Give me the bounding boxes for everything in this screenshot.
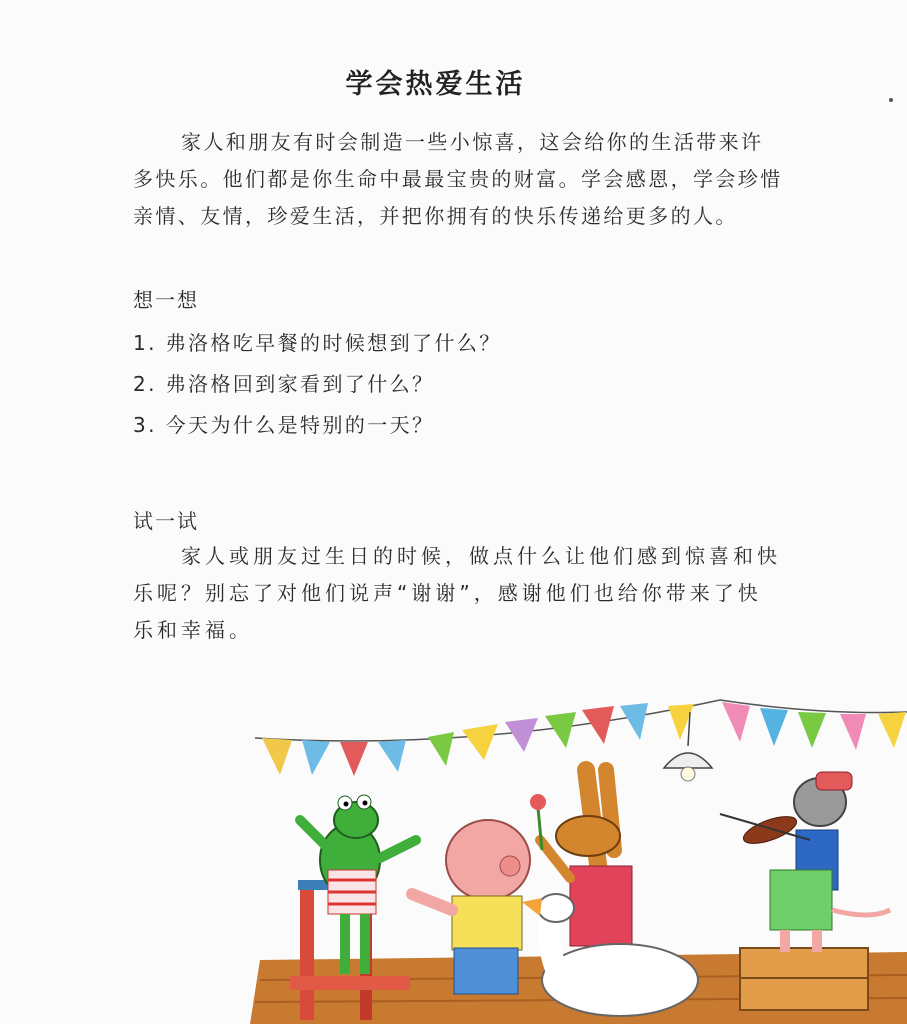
frog-character (290, 795, 416, 1020)
question-1: 1. 弗洛格吃早餐的时候想到了什么？ (133, 331, 502, 355)
intro-paragraph (133, 124, 783, 235)
try-text: 家人或朋友过生日的时候，做点什么让他们感到惊喜和快乐呢？别忘了对他们说声“谢谢”，感谢他们也给你带来了快乐和幸福。 (133, 544, 781, 642)
rat-character (720, 772, 890, 1010)
question-3: 3. 今天为什么是特别的一天？ (133, 413, 435, 437)
think-heading: 想一想 (133, 288, 199, 312)
try-heading: 试一试 (133, 509, 199, 533)
hanging-lamp (664, 712, 712, 781)
try-paragraph (133, 538, 783, 649)
question-2: 2. 弗洛格回到家看到了什么？ (133, 372, 435, 396)
page-title: 学会热爱生活 (345, 69, 526, 100)
party-illustration (0, 690, 907, 1024)
intro-text: 家人和朋友有时会制造一些小惊喜，这会给你的生活带来许多快乐。他们都是你生命中最最宝贵的财富。学会感恩，学会珍惜亲情、友情，珍爱生活，并把你拥有的快乐传递给更多的人。 (133, 130, 783, 228)
